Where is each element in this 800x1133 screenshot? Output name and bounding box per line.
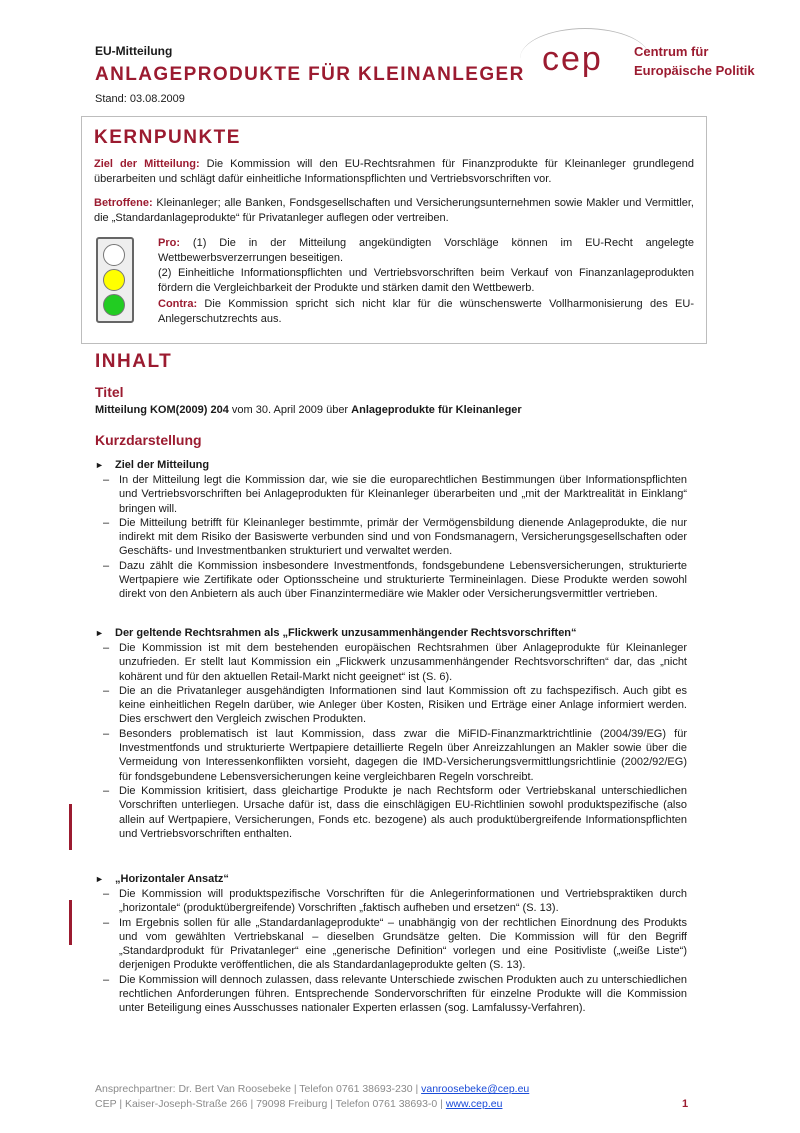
dash-bullet-icon: – <box>103 973 110 986</box>
page-number: 1 <box>682 1098 689 1110</box>
ziel-label: Ziel der Mitteilung: <box>94 158 200 170</box>
list-item-text: Im Ergebnis sollen für alle „Standardanlageprodukte“ – unabhängig von der rechtlichen Einordnung des Produkts und vom gewählten Vertriebskanal – dieselben Grundsätze gelten. Die Kommission will für den Begriff „Standardprodukt für Privatanleger“ eine „generische Definition“ vorlegen und eine Positivliste („weiße Liste“) derjenigen Produkte veröffentlichen, die als Standardanlageprodukte gelten (S. 13). <box>119 916 687 972</box>
section-ziel <box>95 457 687 602</box>
cep-logo <box>512 20 762 102</box>
white-lamp-icon <box>103 244 125 266</box>
footer-website-link[interactable]: www.cep.eu <box>445 1098 503 1110</box>
contra-label: Contra: <box>158 298 198 310</box>
section-rechtsrahmen <box>95 625 687 841</box>
titel-bold-1: Mitteilung KOM(2009) 204 <box>95 404 229 416</box>
list-item-text: Die Mitteilung betrifft für Kleinanleger bestimmte, primär der Vermögensbildung dienende Anlageprodukte, die nur indirekt mit dem Risiko der Basiswerte verbunden sind und von Fondsmanagern, Versicherungsgesellschaften oder Geschäfts- und Investmentbanken strukturiert und verwaltet werden. <box>119 516 687 558</box>
dash-bullet-icon: – <box>103 474 110 486</box>
kurzdarstellung-heading: Kurzdarstellung <box>95 432 202 448</box>
section-heading <box>95 625 687 641</box>
list-item <box>95 887 687 916</box>
list-item-text: In der Mitteilung legt die Kommission dar, wie sie die europarechtlichen Bestimmungen über Informationspflichten und Vertriebsvorschriften bei Anlageprodukten für Kleinanleger überarbeiten und „mit der Marktrealität in Einklang“ bringen will. <box>119 474 687 515</box>
traffic-light-icon <box>96 237 134 323</box>
triangle-bullet-icon: ► <box>95 874 104 884</box>
dash-bullet-icon: – <box>103 642 110 654</box>
list-item <box>95 559 687 602</box>
list-item <box>95 727 687 784</box>
list-item-text: Die Kommission will dennoch zulassen, dass relevante Unterschiede zwischen Produkten auch zu unterschiedlichen rechtlichen Anforderungen führen. Entsprechende Sondervorschriften für einzelne Produkte will die Kommission unter Beteiligung eines Ausschusses nationaler Experten erlassen (sog. Lamfalussy-Verfahren). <box>119 973 687 1015</box>
section-horizontaler-ansatz <box>95 871 687 1016</box>
dash-bullet-icon: – <box>103 727 110 740</box>
footer-email-link[interactable]: vanroosebeke@cep.eu <box>421 1083 530 1095</box>
footer-contact <box>95 1083 529 1095</box>
triangle-bullet-icon: ► <box>95 460 104 470</box>
logo-line-2: Europäische Politik <box>634 63 755 78</box>
list-item <box>95 916 687 973</box>
contra-text: Die Kommission spricht sich nicht klar für die wünschenswerte Vollharmonisierung des EU-Anlegerschutzrechts aus. <box>158 298 694 325</box>
green-lamp-icon <box>103 294 125 316</box>
list-item <box>95 641 687 684</box>
kernpunkte-betroffene <box>94 196 694 226</box>
triangle-bullet-icon: ► <box>95 628 104 638</box>
dash-bullet-icon: – <box>103 888 110 900</box>
dash-bullet-icon: – <box>103 916 110 929</box>
dash-bullet-icon: – <box>103 559 110 572</box>
document-title: ANLAGEPRODUKTE FÜR KLEINANLEGER <box>95 64 525 85</box>
section-heading <box>95 871 687 887</box>
section-heading-text: „Horizontaler Ansatz“ <box>115 873 229 885</box>
kernpunkte-ziel <box>94 157 694 187</box>
list-item-text: Die Kommission will produktspezifische Vorschriften für die Anlegerinformationen und Vertriebspraktiken durch „horizontale“ (produktübergreifende) Vorschriften „faktisch aufheben und ersetzen“ (S. 13). <box>119 888 687 915</box>
dash-bullet-icon: – <box>103 684 110 697</box>
list-item-text: Die Kommission ist mit dem bestehenden europäischen Rechtsrahmen über Anlageprodukte für Kleinanleger unzufrieden. Er stellt laut Kommission ein „Flickwerk unzusammenhängender Rechtsvorschriften“ dar, das „nicht kohärent und für den aktuellen Retail-Markt nicht geeignet“ ist (S. 6). <box>119 642 687 683</box>
list-item <box>95 516 687 559</box>
list-item <box>95 684 687 727</box>
list-item-text: Dazu zählt die Kommission insbesondere Investmentfonds, fondsgebundene Lebensversicherungen, strukturierte Wertpapiere wie Zertifikate oder Optionsscheine und strukturierte Termineinlagen. Diese Produkte werden sowohl direkt von den Anbietern als auch über Finanzintermediäre wie Makler oder Versicherungsvermittler vertrieben. <box>119 559 687 601</box>
list-item-text: Die an die Privatanleger ausgehändigten Informationen sind laut Kommission oft zu fachspezifisch. Auch gibt es keine einheitlichen Regeln darüber, wie Anleger über Kosten, Risiken und Erträge einer Anlage informiert werden. Dies erschwert den Vergleich zwischen Produkten. <box>119 684 687 726</box>
margin-marker <box>69 804 72 850</box>
list-item <box>95 473 687 516</box>
section-heading-text: Der geltende Rechtsrahmen als „Flickwerk unzusammenhängender Rechtsvorschriften“ <box>115 627 577 639</box>
list-item-text: Besonders problematisch ist laut Kommission, dass zwar die MiFID-Finanzmarktrichtlinie (2004/39/EG) für Investmentfonds und strukturierte Wertpapiere detaillierte Regeln über Anreizzahlungen an Makler sowie über die Vermeidung von Interessenkonflikten vorsieht, dagegen die IMD-Versicherungsvermittlungsrichtlinie (2002/92/EG) für fondsgebundene Lebensversicherungen keine vergleichbaren Regeln vorschreibt. <box>119 727 687 783</box>
titel-text <box>95 404 705 416</box>
titel-bold-2: Anlageprodukte für Kleinanleger <box>351 404 522 416</box>
betroffene-text: Kleinanleger; alle Banken, Fondsgesellschaften und Versicherungsunternehmen sowie Makler und Vermittler, die „Standardanlageprodukte“ für Privatanleger auflegen oder vertreiben. <box>94 197 694 224</box>
section-heading-text: Ziel der Mitteilung <box>115 459 210 471</box>
yellow-lamp-icon <box>103 269 125 291</box>
section-heading <box>95 457 687 473</box>
kernpunkte-pro <box>158 236 694 296</box>
pro-text-2: (2) Einheitliche Informationspflichten und Vertriebsvorschriften beim Verkauf von Finanzanlageprodukten fördern die Vergleichbarkeit der Produkte und stärken damit den Wettbewerb. <box>158 267 694 294</box>
document-date: Stand: 03.08.2009 <box>95 93 185 105</box>
footer-address-text: CEP | Kaiser-Joseph-Straße 266 | 79098 Freiburg | Telefon 0761 38693-0 | <box>95 1098 446 1110</box>
ziel-text: Die Kommission will den EU-Rechtsrahmen für Finanzprodukte für Kleinanleger grundlegend überarbeiten und schlägt dafür einheitliche Informationspflichten und Vertriebsvorschriften vor. <box>94 158 694 185</box>
footer-contact-text: Ansprechpartner: Dr. Bert Van Roosebeke | Telefon 0761 38693-230 | <box>95 1083 422 1095</box>
logo-line-1: Centrum für <box>634 44 709 59</box>
kernpunkte-heading: KERNPUNKTE <box>94 127 241 148</box>
titel-mid: vom 30. April 2009 über <box>228 404 352 416</box>
document-kicker: EU-Mitteilung <box>95 44 173 58</box>
list-item <box>95 784 687 841</box>
margin-marker <box>69 900 72 945</box>
dash-bullet-icon: – <box>103 516 110 529</box>
footer-address <box>95 1098 502 1110</box>
logo-mark: cep <box>542 40 603 78</box>
pro-label: Pro: <box>158 237 180 249</box>
dash-bullet-icon: – <box>103 784 110 797</box>
betroffene-label: Betroffene: <box>94 197 153 209</box>
list-item-text: Die Kommission kritisiert, dass gleichartige Produkte je nach Rechtsform oder Vertriebskanal unterschiedlichen Vorschriften unterliegen. Ursache dafür ist, dass die einschlägigen EU-Richtlinien sowohl produktspezifische (also allein auf Wertpapiere, Versicherungen, Fonds etc. bezogene) als auch produktübergreifende Informationspflichten und Vertriebsvorschriften enthalten. <box>119 784 687 840</box>
list-item <box>95 973 687 1016</box>
kernpunkte-contra <box>158 297 694 327</box>
pro-text-1: (1) Die in der Mitteilung angekündigten Vorschläge können im EU-Recht angelegte Wettbewerbsverzerrungen beseitigen. <box>158 237 694 264</box>
kernpunkte-box <box>81 116 707 344</box>
inhalt-heading: INHALT <box>95 351 173 372</box>
titel-heading: Titel <box>95 384 124 400</box>
